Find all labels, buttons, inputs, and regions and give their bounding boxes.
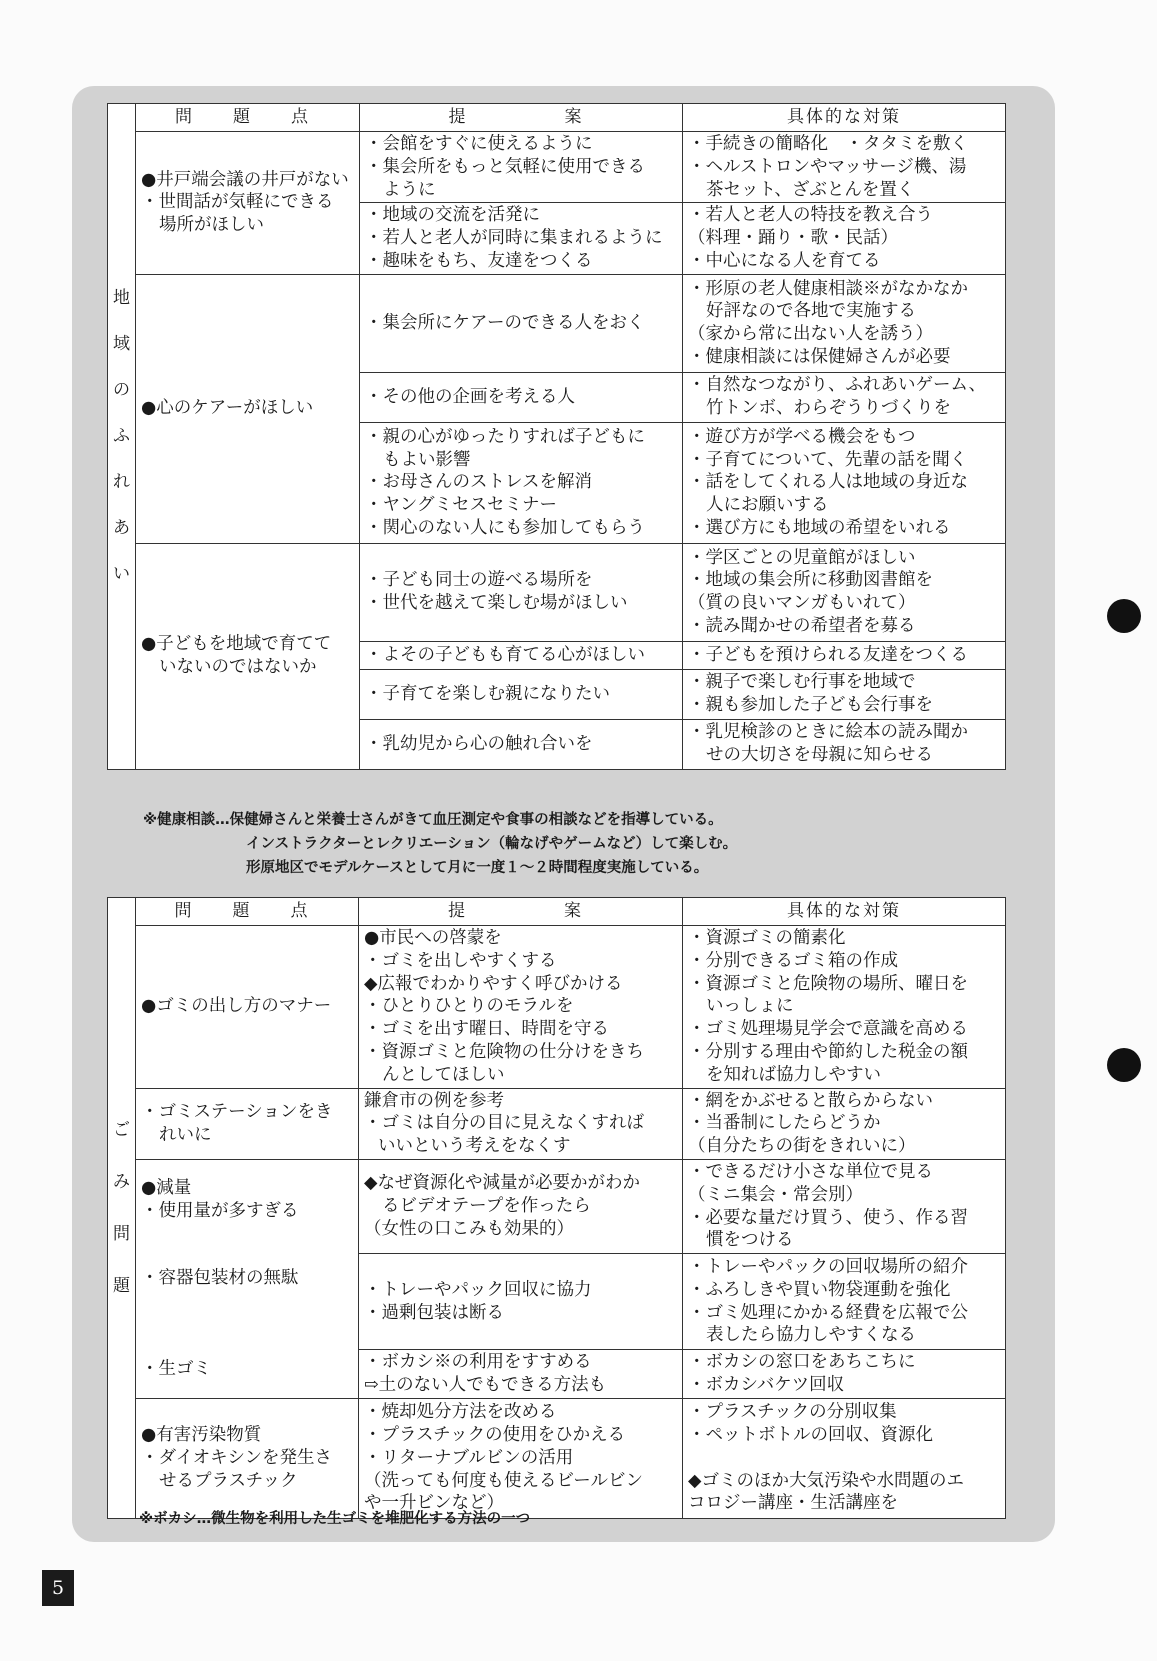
text-line: ・ゴミ処理にかかる経費を広報で公 [688, 1302, 968, 1323]
text-line: ●ゴミの出し方のマナー [141, 996, 332, 1017]
side-char: の [113, 380, 130, 401]
measures-cell [683, 1159, 1006, 1253]
text-line: ・資源ゴミと危険物の場所、曜日を [688, 973, 968, 994]
text-line: ・若人と老人の特技を教え合う [688, 205, 933, 226]
text-line: ・世代を越えて楽しむ場がほしい [365, 593, 628, 614]
note-line: インストラクターとレクリエーション（輪なげやゲームなど）して楽しむ。 [246, 836, 738, 852]
measures-cell [683, 669, 1006, 719]
text-line: ・分別する理由や節約した税金の額 [688, 1041, 968, 1062]
proposal-cell [360, 641, 683, 669]
proposal-cell [360, 132, 683, 203]
proposal-cell [360, 422, 683, 543]
text-line: ・ふろしきや買い物袋運動を強化 [688, 1279, 951, 1300]
problem-cell [136, 926, 359, 1089]
text-line: ・集会所をもっと気軽に使用できる [365, 156, 645, 177]
text-line: ・トレーやパック回収に協力 [364, 1279, 592, 1300]
text-line: ●有害汚染物質 [141, 1425, 262, 1446]
problem-cell [136, 132, 360, 275]
side-char: い [113, 564, 130, 585]
header-problem: 問 題 点 [136, 898, 359, 926]
proposal-cell [360, 372, 683, 422]
text-line: ・その他の企画を考える人 [365, 386, 575, 407]
text-line: ・健康相談には保健婦さんが必要 [688, 347, 951, 368]
header-measures: 具体的な対策 [683, 898, 1006, 926]
text-line: ・当番制にしたらどうか [688, 1113, 881, 1134]
text-line: ・ひとりひとりのモラルを [364, 996, 574, 1017]
garbage-table [107, 897, 1006, 1519]
text-line: もよい影響 [383, 449, 471, 470]
text-line: ・親子で楽しむ行事を地域で [688, 672, 916, 693]
text-line: ◆なぜ資源化や減量が必要かがわか [364, 1173, 640, 1194]
proposal-cell [360, 719, 683, 769]
text-line: ・資源ゴミと危険物の仕分けをきち [364, 1041, 644, 1062]
text-line: ・プラスチックの分別収集 [688, 1402, 897, 1423]
measures-cell [683, 543, 1006, 641]
text-line: コロジー講座・生活講座を [688, 1493, 898, 1514]
text-line: ・遊び方が学べる機会をもつ [688, 426, 916, 447]
header-measures: 具体的な対策 [683, 104, 1006, 132]
proposal-cell [360, 274, 683, 372]
text-line: れいに [159, 1124, 212, 1145]
text-line: ・趣味をもち、友達をつくる [365, 250, 593, 271]
text-line: いないのではないか [159, 657, 317, 678]
text-line: ・生ゴミ [141, 1358, 211, 1379]
measures-cell [683, 1254, 1006, 1350]
side-char: み [113, 1171, 130, 1192]
text-line: を知れば協力しやすい [706, 1064, 881, 1085]
side-char: 問 [113, 1223, 130, 1244]
text-line: 鎌倉市の例を参考 [364, 1090, 504, 1111]
text-line: ・資源ゴミの簡素化 [688, 928, 846, 948]
text-line: ・ゴミは自分の目に見えなくすれば [364, 1113, 644, 1134]
text-line: ●市民への啓蒙を [364, 928, 502, 948]
text-line: ・過剰包装は断る [364, 1302, 504, 1323]
measures-cell [683, 1088, 1006, 1159]
text-line: ・学区ごとの児童館がほしい [688, 547, 916, 568]
measures-cell [683, 926, 1006, 1089]
text-line: ・子育てについて、先輩の話を聞く [688, 449, 968, 470]
side-label-community [108, 104, 136, 770]
text-line: ・ボカシ※の利用をすすめる [364, 1352, 592, 1373]
proposal-cell [359, 926, 683, 1089]
side-char: 題 [113, 1275, 130, 1296]
text-line: （女性の口こみも効果的） [364, 1218, 574, 1239]
side-char: あ [113, 518, 130, 539]
text-line: いっしょに [706, 996, 794, 1017]
text-line: ・集会所にケアーのできる人をおく [365, 312, 645, 333]
text-line: ・必要な量だけ買う、使う、作る習 [688, 1207, 968, 1228]
text-line: ・乳児検診のときに絵本の読み聞か [688, 722, 968, 743]
side-char: れ [113, 472, 130, 493]
text-line: ・親も参加した子ども会行事を [688, 695, 933, 716]
note-line: 形原地区でモデルケースとして月に一度１～２時間程度実施している。 [246, 860, 709, 876]
text-line: ・中心になる人を育てる [688, 250, 881, 271]
measures-cell [683, 422, 1006, 543]
text-line: ・自然なつながり、ふれあいゲーム、 [688, 375, 987, 396]
text-line: ・ヤングミセスセミナー [365, 495, 557, 516]
text-line: ・子どもを預けられる友達をつくる [688, 644, 968, 665]
text-line: ・乳幼児から心の触れ合いを [365, 733, 593, 754]
text-line: るビデオテープを作ったら [382, 1196, 591, 1217]
text-line: 茶セット、ざぶとんを置く [706, 179, 915, 200]
text-line: ・話をしてくれる人は地域の身近な [688, 472, 968, 493]
community-table [107, 103, 1006, 770]
text-line: んとしてほしい [382, 1064, 505, 1085]
measures-cell [683, 372, 1006, 422]
text-line: ・手続きの簡略化 ・タタミを敷く [688, 134, 968, 154]
text-line: 慣をつける [706, 1230, 794, 1251]
text-line: （ミニ集会・常会別） [688, 1184, 863, 1205]
proposal-cell [359, 1254, 683, 1350]
proposal-cell [360, 543, 683, 641]
measures-cell [683, 203, 1006, 274]
proposal-cell [359, 1159, 683, 1253]
header-proposal: 提 案 [359, 898, 683, 926]
text-line: ・読み聞かせの希望者を募る [688, 616, 916, 637]
note-line: ※健康相談…保健婦さんと栄養士さんがきて血圧測定や食事の相談などを指導している。 [143, 812, 723, 828]
note-health-consult [143, 808, 737, 880]
problem-cell [136, 543, 360, 769]
text-line: ・地域の交流を活発に [365, 205, 540, 226]
text-line: （自分たちの街をきれいに） [688, 1136, 916, 1157]
text-line: いいという考えをなくす [378, 1136, 571, 1157]
text-line: ・ヘルストロンやマッサージ機、湯 [688, 156, 967, 177]
text-line: ・会館をすぐに使えるように [365, 134, 593, 154]
text-line: ・分別できるゴミ箱の作成 [688, 950, 898, 971]
note-bokashi: ※ボカシ…微生物を利用した生ゴミを堆肥化する方法の一つ [139, 1511, 531, 1527]
page-number: 5 [42, 1570, 74, 1606]
text-line: ・若人と老人が同時に集まれるように [365, 228, 663, 249]
text-line: ・親の心がゆったりすれば子どもに [365, 426, 645, 447]
text-line: ◆広報でわかりやすく呼びかける [364, 973, 623, 994]
text-line: ・ボカシの窓口をあちこちに [688, 1352, 916, 1373]
text-line: ・プラスチックの使用をひかえる [364, 1425, 626, 1446]
problem-cell [136, 274, 360, 543]
text-line: ・網をかぶせると散らからない [688, 1090, 933, 1111]
proposal-cell [360, 203, 683, 274]
text-line: ●子どもを地域で育てて [141, 634, 332, 655]
text-line: （料理・踊り・歌・民話） [688, 228, 898, 249]
problem-cell [136, 1159, 359, 1398]
text-line: ・ゴミステーションをき [141, 1101, 333, 1122]
text-line: ・ゴミを出す曜日、時間を守る [364, 1019, 609, 1040]
side-label-garbage [108, 898, 136, 1519]
text-line: ・形原の老人健康相談※がなかなか [688, 278, 968, 299]
proposal-cell [360, 669, 683, 719]
measures-cell [683, 719, 1006, 769]
text-line: ◆ゴミのほか大気汚染や水問題のエ [688, 1470, 964, 1491]
text-line: 表したら協力しやすくなる [706, 1325, 916, 1346]
text-line: 場所がほしい [159, 215, 264, 236]
header-row [108, 898, 1006, 926]
text-line: ・世間話が気軽にできる [141, 192, 334, 213]
side-char: ふ [113, 426, 130, 447]
problem-cell [136, 1398, 359, 1518]
text-line: （質の良いマンガもいれて） [688, 593, 916, 614]
text-line: ⇨土のない人でもできる方法も [364, 1374, 607, 1395]
text-line: ・ペットボトルの回収、資源化 [688, 1425, 933, 1446]
text-line: ・できるだけ小さな単位で見る [688, 1161, 933, 1182]
text-line: ・よその子どもも育てる心がほしい [365, 644, 645, 665]
measures-cell [683, 274, 1006, 372]
text-line: （家から常に出ない人を誘う） [688, 324, 933, 345]
text-line: ・子育てを楽しむ親になりたい [365, 683, 610, 704]
text-line: ・ゴミを出しやすくする [364, 950, 557, 971]
text-line: ・焼却処分方法を改める [364, 1402, 557, 1423]
header-problem: 問 題 点 [136, 104, 360, 132]
text-line: ・ボカシバケツ回収 [688, 1374, 845, 1395]
text-line: ●心のケアーがほしい [141, 398, 314, 419]
text-line: ・子ども同士の遊べる場所を [365, 570, 593, 591]
text-line [688, 1447, 1000, 1470]
side-char: 域 [113, 334, 130, 355]
measures-cell [683, 1350, 1006, 1399]
measures-cell [683, 1398, 1006, 1518]
text-line: ・お母さんのストレスを解消 [365, 472, 592, 493]
text-line: 人にお願いする [706, 495, 829, 516]
binding-hole-mark [1107, 1048, 1141, 1082]
measures-cell [683, 132, 1006, 203]
text-line: ・ゴミ処理場見学会で意識を高める [688, 1019, 968, 1040]
text-line: ・トレーやパックの回収場所の紹介 [688, 1257, 968, 1278]
side-char: ご [113, 1119, 130, 1140]
side-char: 地 [113, 288, 130, 309]
text-line: ・関心のない人にも参加してもらう [365, 517, 645, 538]
binding-hole-mark [1107, 599, 1141, 633]
text-line: ・選び方にも地域の希望をいれる [688, 517, 951, 538]
text-line: ●井戸端会議の井戸がない [141, 169, 349, 190]
text-line: ・地域の集会所に移動図書館を [688, 570, 933, 591]
header-row [108, 104, 1006, 132]
text-line: ・リターナブルビンの活用 [364, 1447, 574, 1468]
proposal-cell [359, 1088, 683, 1159]
header-proposal: 提 案 [360, 104, 683, 132]
text-line: ●減量 [141, 1178, 192, 1199]
text-line: 竹トンボ、わらぞうりづくりを [706, 398, 951, 419]
proposal-cell [359, 1350, 683, 1399]
text-line: ・使用量が多すぎる [141, 1201, 299, 1222]
text-line: や一升ビンなど） [364, 1493, 504, 1514]
text-line: せるプラスチック [159, 1470, 298, 1491]
text-line: せの大切さを母親に知らせる [706, 745, 933, 766]
text-line: ・ダイオキシンを発生さ [141, 1447, 333, 1468]
proposal-cell [359, 1398, 683, 1518]
text-line: ように [383, 179, 436, 200]
measures-cell [683, 641, 1006, 669]
text-line: 好評なので各地で実施する [706, 301, 916, 322]
text-line: ・容器包装材の無駄 [141, 1267, 299, 1288]
text-line: （洗っても何度も使えるビールビン [364, 1470, 643, 1491]
problem-cell [136, 1088, 359, 1159]
